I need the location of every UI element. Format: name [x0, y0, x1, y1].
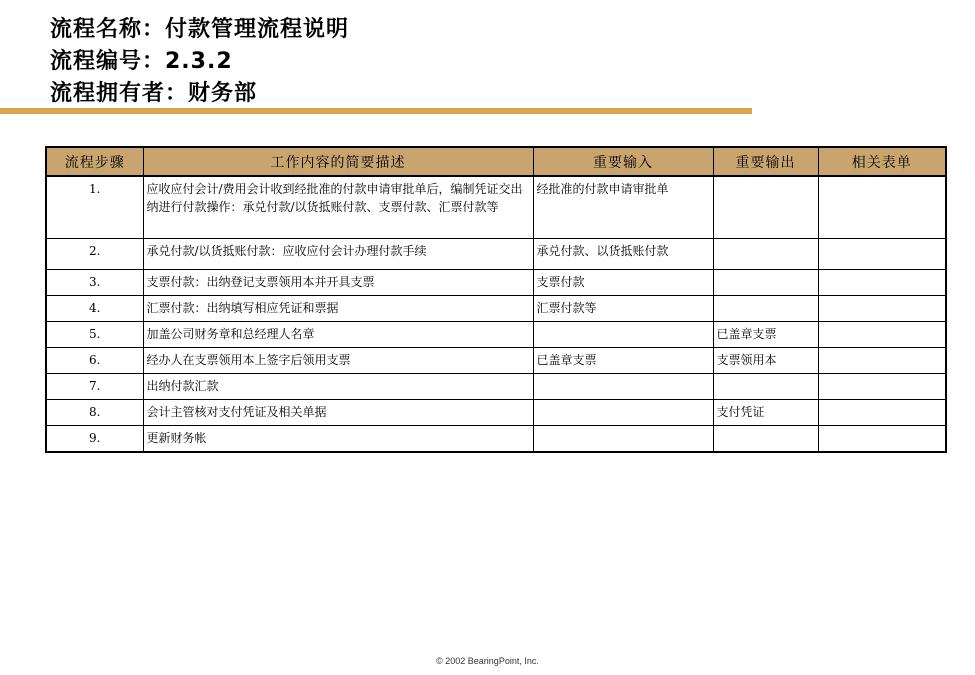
step-form	[818, 239, 946, 270]
step-input	[533, 374, 713, 400]
step-output	[713, 296, 818, 322]
table-row	[46, 239, 946, 270]
step-form	[818, 374, 946, 400]
step-output	[713, 426, 818, 453]
table-row	[46, 322, 946, 348]
table-row	[46, 348, 946, 374]
step-form	[818, 348, 946, 374]
step-input	[533, 426, 713, 453]
step-description: 应收应付会计/费用会计收到经批准的付款申请审批单后，编制凭证交出纳进行付款操作：承兑付款/以货抵账付款、支票付款、汇票付款等	[143, 176, 533, 239]
document-header	[50, 14, 349, 110]
step-form	[818, 426, 946, 453]
step-output: 已盖章支票	[713, 322, 818, 348]
step-output	[713, 270, 818, 296]
step-output	[713, 374, 818, 400]
step-form	[818, 322, 946, 348]
header-divider	[0, 108, 752, 114]
step-input	[533, 322, 713, 348]
step-output: 支付凭证	[713, 400, 818, 426]
step-number: 1.	[46, 176, 143, 239]
step-form	[818, 270, 946, 296]
step-description: 支票付款：出纳登记支票领用本并开具支票	[143, 270, 533, 296]
process-number: 流程编号：2.3.2	[50, 49, 233, 74]
step-description: 汇票付款：出纳填写相应凭证和票据	[143, 296, 533, 322]
table-header-row	[46, 147, 946, 176]
column-header-description: 工作内容的简要描述	[143, 147, 533, 176]
table-row	[46, 374, 946, 400]
column-header-input: 重要输入	[533, 147, 713, 176]
step-description: 加盖公司财务章和总经理人名章	[143, 322, 533, 348]
step-input	[533, 400, 713, 426]
step-number: 5.	[46, 322, 143, 348]
process-table	[45, 146, 947, 453]
step-input: 承兑付款、以货抵账付款	[533, 239, 713, 270]
process-owner: 流程拥有者：财务部	[50, 81, 258, 106]
step-form	[818, 296, 946, 322]
step-description: 经办人在支票领用本上签字后领用支票	[143, 348, 533, 374]
table-row	[46, 400, 946, 426]
table-row	[46, 426, 946, 453]
step-input: 汇票付款等	[533, 296, 713, 322]
step-number: 6.	[46, 348, 143, 374]
table-row	[46, 296, 946, 322]
table-row	[46, 176, 946, 239]
step-form	[818, 400, 946, 426]
step-description: 出纳付款汇款	[143, 374, 533, 400]
process-name: 流程名称：付款管理流程说明	[50, 17, 350, 42]
column-header-forms: 相关表单	[818, 147, 946, 176]
step-input: 支票付款	[533, 270, 713, 296]
step-number: 8.	[46, 400, 143, 426]
step-number: 2.	[46, 239, 143, 270]
step-output	[713, 176, 818, 239]
step-input: 已盖章支票	[533, 348, 713, 374]
column-header-step: 流程步骤	[46, 147, 143, 176]
step-form	[818, 176, 946, 239]
step-description: 更新财务帐	[143, 426, 533, 453]
step-number: 7.	[46, 374, 143, 400]
step-output	[713, 239, 818, 270]
step-description: 承兑付款/以货抵账付款：应收应付会计办理付款手续	[143, 239, 533, 270]
table-row	[46, 270, 946, 296]
step-description: 会计主管核对支付凭证及相关单据	[143, 400, 533, 426]
column-header-output: 重要输出	[713, 147, 818, 176]
copyright-footer: © 2002 BearingPoint, Inc.	[436, 656, 539, 666]
step-number: 3.	[46, 270, 143, 296]
step-input: 经批准的付款申请审批单	[533, 176, 713, 239]
step-output: 支票领用本	[713, 348, 818, 374]
step-number: 9.	[46, 426, 143, 453]
step-number: 4.	[46, 296, 143, 322]
